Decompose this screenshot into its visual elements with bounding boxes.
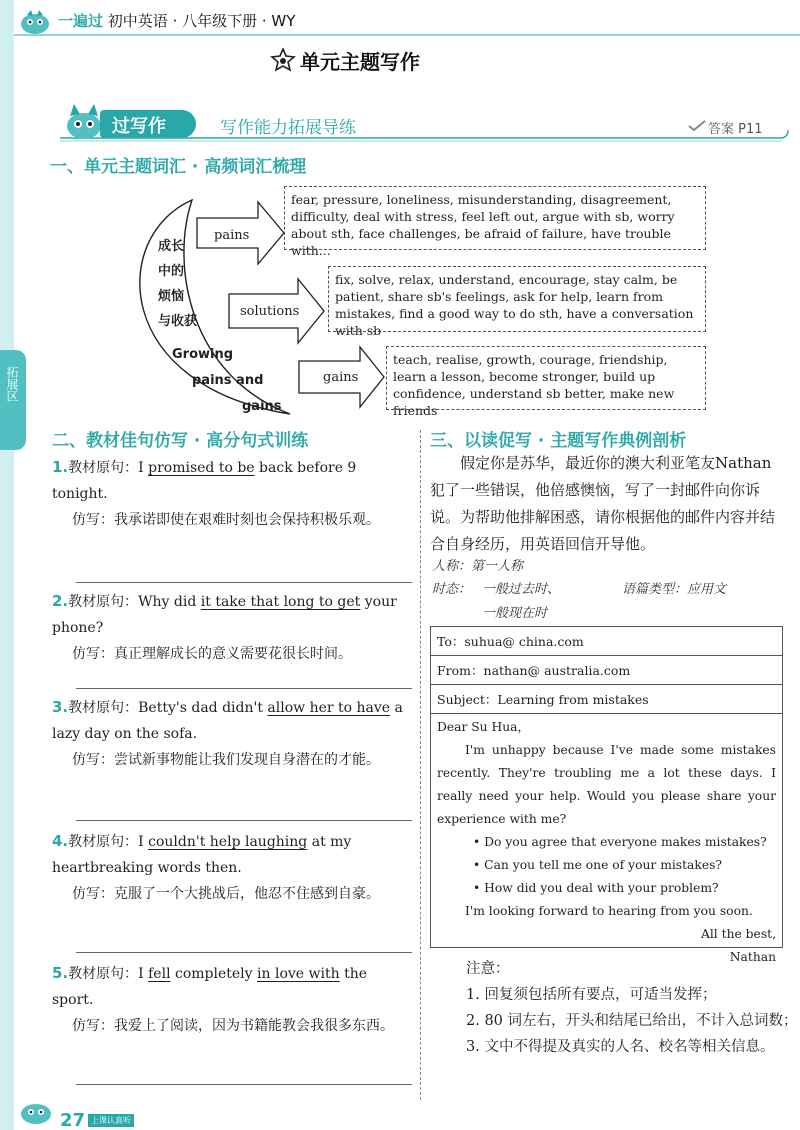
annotation-genre: 语篇类型：应用文 [622,582,727,597]
email-box [430,626,783,964]
item-number: 1. [52,458,69,476]
moon-line: 烦恼 [158,289,185,304]
answer-line[interactable] [76,1084,412,1085]
section-badge: 过写作 [100,110,196,138]
item-underlined-phrase: promised to be [148,460,255,476]
email-to: To：suhua@ china.com [431,627,782,656]
header-divider [14,34,800,36]
imitation-item [52,828,412,907]
answer-line[interactable] [76,688,412,689]
item-number: 2. [52,592,69,610]
email-bullet: • Do you agree that everyone makes mistakes? [473,835,767,849]
moon-line: 与收获 [158,314,198,329]
branch-label-gains: gains [323,370,359,385]
annotation-tense-label: 时态： [432,582,472,597]
email-greeting: Dear Su Hua， [437,720,530,734]
page-title: 单元主题写作 [300,50,420,74]
imitation-item [52,694,412,773]
item-underlined-phrase: couldn't help laughing [148,834,308,850]
header-brand: 一遍过 [58,12,104,30]
item-prefix: 教材原句：I [68,460,149,476]
branch-label-pains: pains [214,228,250,243]
branch-label-solutions: solutions [240,304,300,319]
email-body [431,714,782,971]
answer-line[interactable] [76,952,412,953]
section3-heading: 三、以读促写 · 主题写作典例剖析 [430,431,687,451]
section2-heading: 二、教材佳句仿写 · 高分句式训练 [52,431,309,451]
item-mid: completely [170,966,258,982]
moon-line: 成长 [158,239,185,254]
notes-line: 2. 80 词左右，开头和结尾已给出，不计入总词数； [466,1013,798,1029]
moon-line: gains [242,399,282,414]
email-subject: Subject：Learning from mistakes [431,685,782,714]
box-gains: teach, realise, growth, courage, friendship, learn a lesson, become stronger, build up confidence, understand sb better, make new friends [386,346,706,410]
moon-line: 中的 [158,264,185,279]
item-mid: your phone? [52,594,397,636]
imitation-item [52,454,412,533]
side-tab-label: 拓展区 [5,366,19,402]
item-number: 3. [52,698,69,716]
item-mid: a lazy day on the sofa. [52,700,403,742]
item-prefix: 教材原句：I [68,966,149,982]
item-prefix: 教材原句：I [68,834,149,850]
item-underlined-phrase: allow her to have [267,700,391,716]
annotation-person: 人称：第一人称 [432,559,524,574]
email-bullet-text: How did you deal with your problem? [484,881,719,895]
item-imitate-prompt: 仿写：真正理解成长的意义需要花很长时间。 [72,646,352,662]
email-closing: I'm looking forward to hearing from you soon. [465,904,753,918]
mascot-logo-icon [18,8,52,36]
column-divider [420,430,421,1100]
email-body-text: I'm unhappy because I've made some mistakes recently. They're troubling me a lot these days. I really need your help. Would you please share your experience with me? [437,743,776,826]
page-number: 27 [60,1110,86,1130]
item-prefix: 教材原句：Why did [68,594,201,610]
answer-line[interactable] [76,820,412,821]
footer-tag: 上课认真听 [88,1114,134,1127]
checkmark-icon [688,120,706,132]
item-imitate-prompt: 仿写：我爱上了阅读，因为书籍能教会我很多东西。 [72,1018,394,1034]
item-end: the sport. [52,966,368,1008]
notes-line: 3. 文中不得提及真实的人名、校名等相关信息。 [466,1039,775,1055]
header-subtitle: 初中英语 · 八年级下册 · WY [107,12,296,30]
item-mid: back before 9 tonight. [52,460,357,502]
item-number: 5. [52,964,69,982]
item-imitate-prompt: 仿写：尝试新事物能让我们发现自身潜在的才能。 [72,752,380,768]
email-bullet-text: Do you agree that everyone makes mistakes? [484,835,767,849]
email-sender-name: Nathan [729,950,776,964]
email-signoff: All the best, [700,927,776,941]
item-underlined-phrase: fell [148,966,171,982]
annotation-tense1: 一般过去时、 [482,582,561,597]
item-imitate-prompt: 仿写：克服了一个大挑战后，他忍不住感到自豪。 [72,886,380,902]
side-tab [0,350,26,450]
email-from: From：nathan@ australia.com [431,656,782,685]
box-pains: fear, pressure, loneliness, misunderstanding, disagreement, difficulty, deal with stress, feel left out, argue with sb, worry about sth, face challenges, be afraid of failure, have trouble with... [284,186,706,250]
item-imitate-prompt: 仿写：我承诺即使在艰难时刻也会保持积极乐观。 [72,512,380,528]
notes-title: 注意： [466,961,510,977]
box-solutions: fix, solve, relax, understand, encourage, stay calm, be patient, share sb's feelings, ask for help, learn from mistakes, find a good way to do sth, have a conversation with sb [328,266,706,332]
writing-prompt: 假定你是苏华，最近你的澳大利亚笔友Nathan犯了一些错误，他倍感懊恼，写了一封邮件向你诉说。为帮助他排解困惑，请你根据他的邮件内容并结合自身经历，用英语回信开导他。 [430,454,776,553]
item-prefix: 教材原句：Betty's dad didn't [68,700,268,716]
answer-reference: 答案 P11 [708,122,763,137]
left-stripe [0,0,14,1130]
imitation-item [52,960,412,1039]
moon-line: pains and [192,373,264,388]
mascot-footer-icon [18,1098,54,1126]
item-number: 4. [52,832,69,850]
email-bullet: • Can you tell me one of your mistakes? [473,858,722,872]
item-underlined-phrase: in love with [257,966,340,982]
item-underlined-phrase: it take that long to get [200,594,361,610]
moon-line: Growing [172,347,234,362]
header-title [58,10,295,31]
item-mid: at my heartbreaking words then. [52,834,352,876]
annotation-tense2: 一般现在时 [482,606,548,621]
email-bullet: • How did you deal with your problem? [473,881,719,895]
band-subtitle: 写作能力拓展导练 [220,118,356,138]
notes-line: 1. 回复须包括所有要点，可适当发挥； [466,987,717,1003]
email-bullet-text: Can you tell me one of your mistakes? [484,858,722,872]
section1-heading: 一、单元主题词汇 · 高频词汇梳理 [50,157,307,177]
answer-line[interactable] [76,582,412,583]
imitation-item [52,588,412,667]
star-badge-icon [270,48,296,72]
